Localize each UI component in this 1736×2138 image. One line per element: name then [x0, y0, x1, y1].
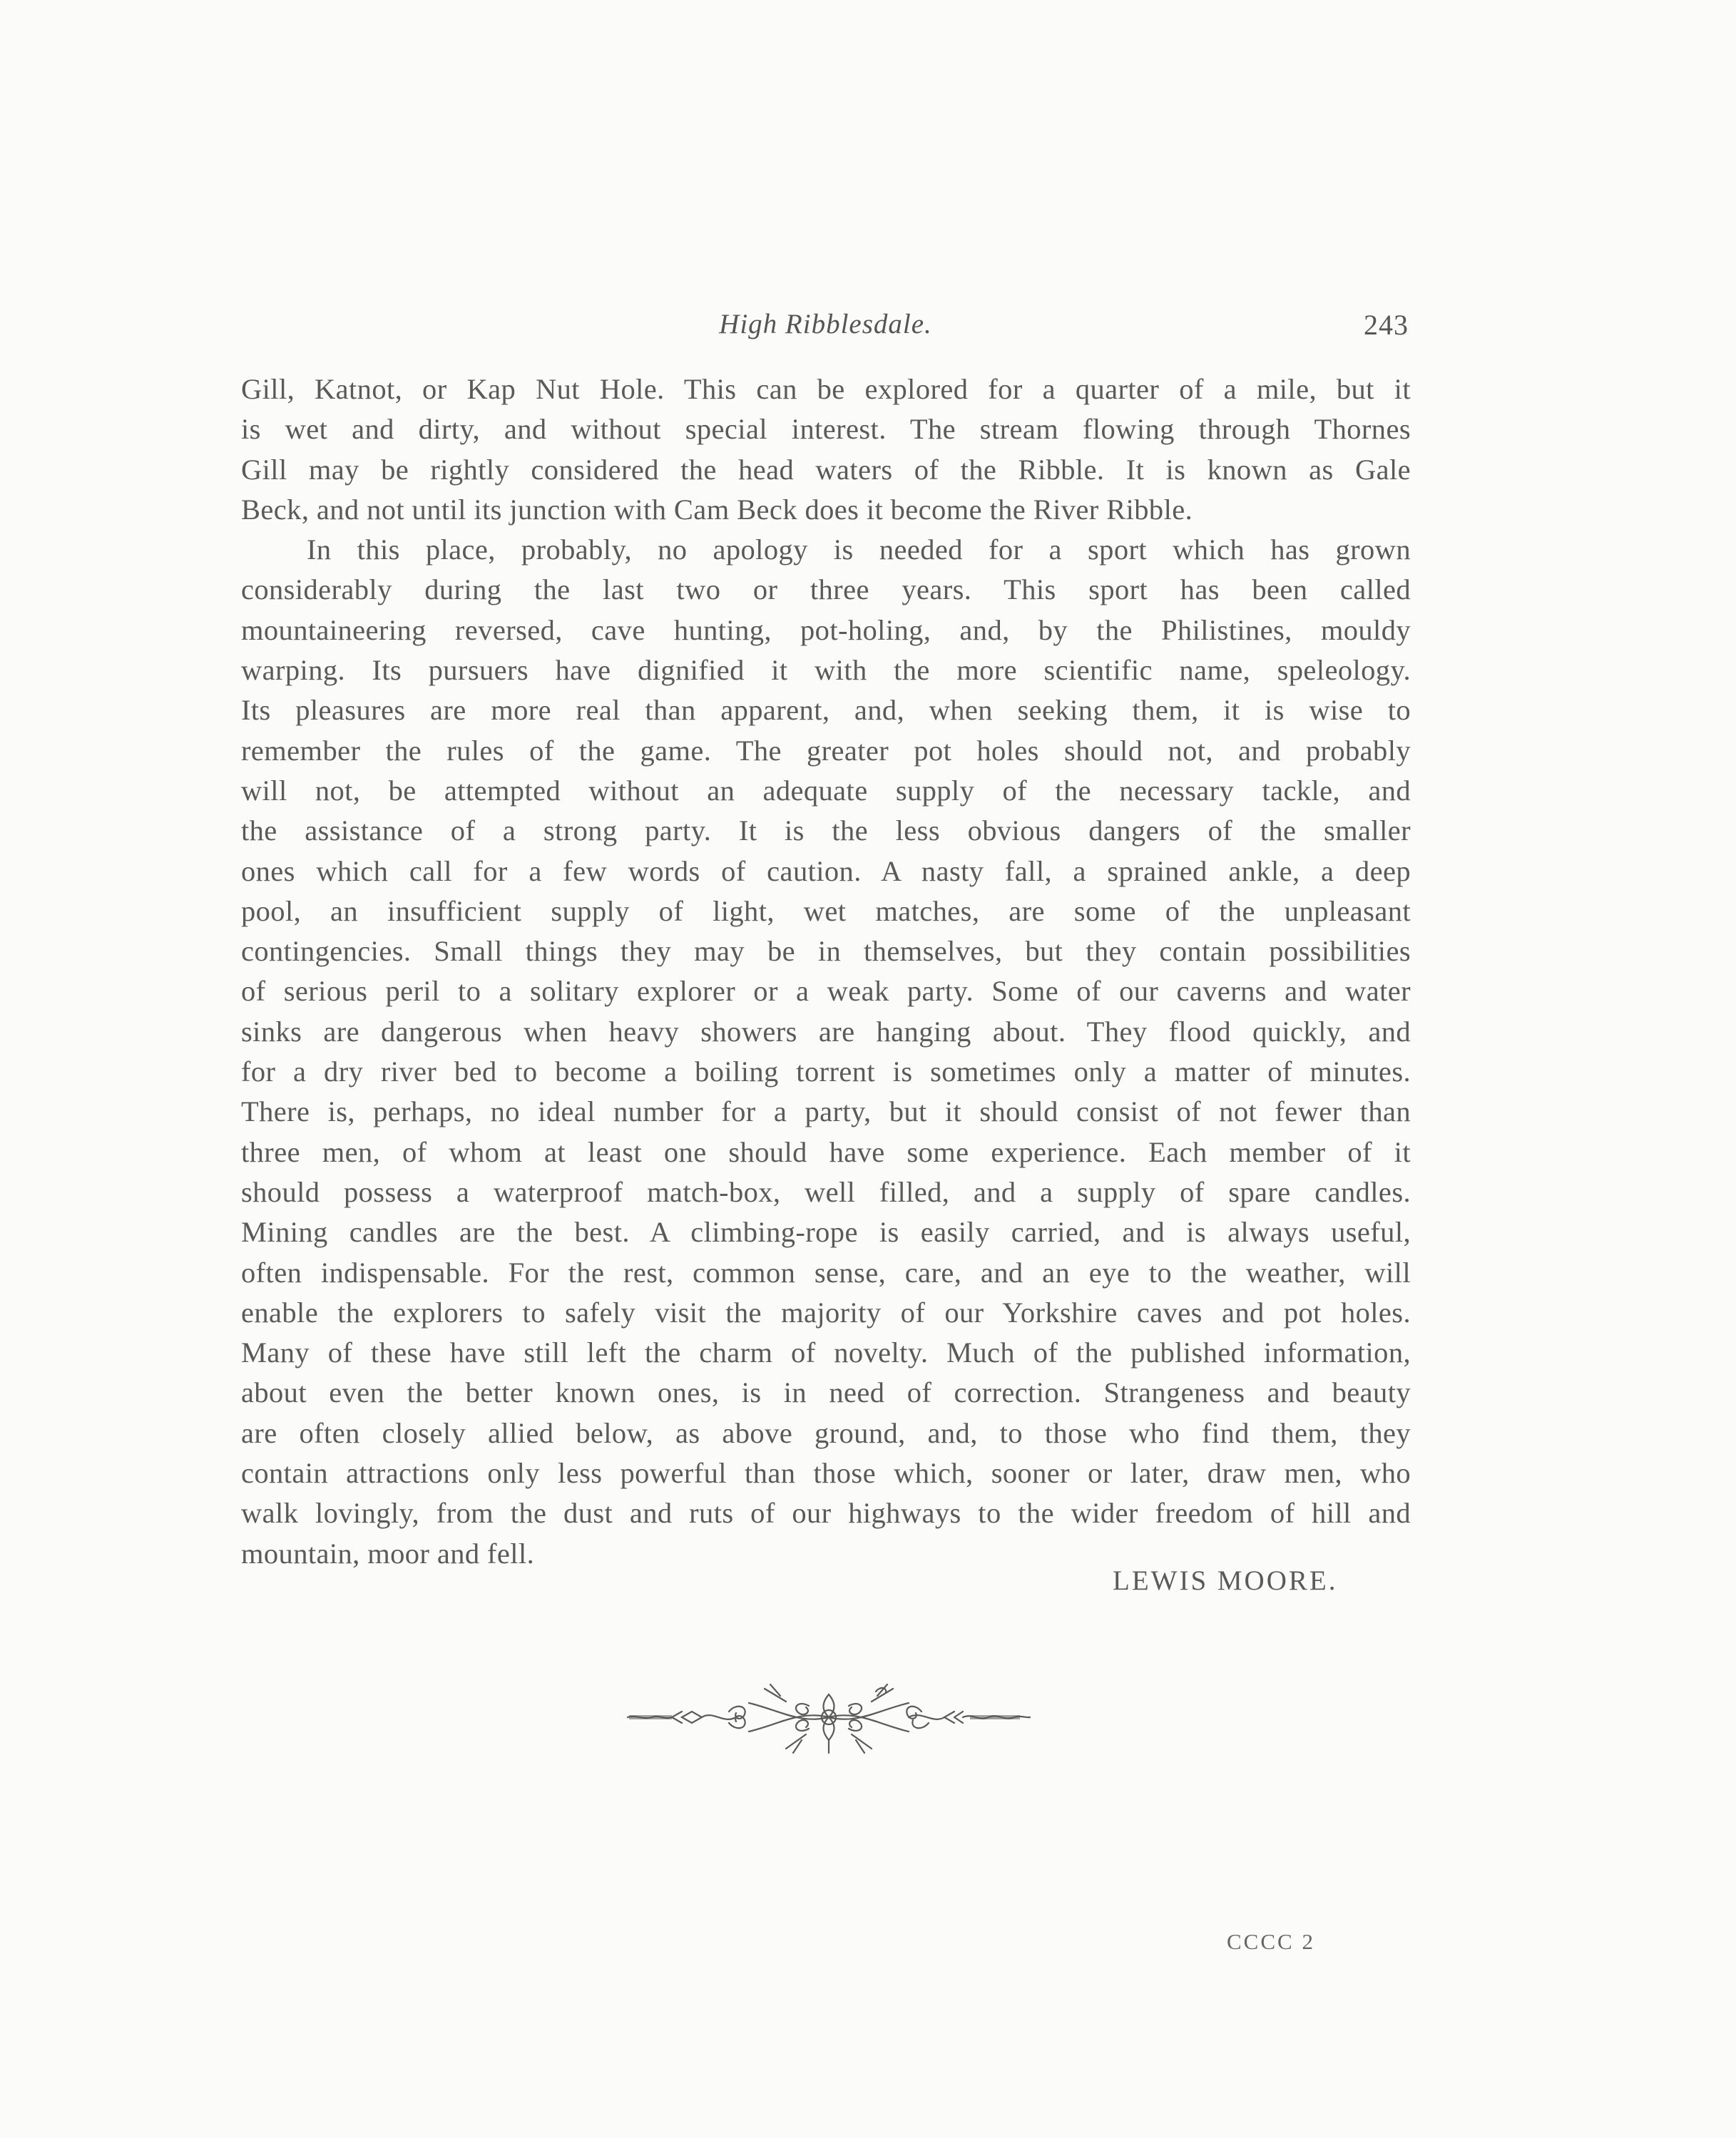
text-line: about even the better known ones, is in need of correction. Strangeness and beauty [241, 1376, 1411, 1409]
text-line: walk lovingly, from the dust and ruts of our highways to the wider freedom of hill and [241, 1497, 1411, 1530]
text-line: Mining candles are the best. A climbing-rope is easily carried, and is always useful, [241, 1216, 1411, 1249]
author-signature: LEWIS MOORE. [1113, 1565, 1338, 1596]
text-line: remember the rules of the game. The greater pot holes should not, and probably [241, 734, 1411, 767]
text-line: mountain, moor and fell. [241, 1537, 535, 1570]
text-line: In this place, probably, no apology is needed for a sport which has grown [307, 533, 1411, 566]
text-line: Gill, Katnot, or Kap Nut Hole. This can be explored for a quarter of a mile, but it [241, 373, 1411, 405]
body-text [241, 369, 1411, 1574]
text-line: of serious peril to a solitary explorer or a weak party. Some of our caverns and water [241, 975, 1411, 1008]
text-line: considerably during the last two or three years. This sport has been called [241, 573, 1411, 606]
text-line: is wet and dirty, and without special interest. The stream flowing through Thornes [241, 413, 1411, 446]
signature-mark: CCCC 2 [1227, 1929, 1315, 1954]
running-title: High Ribblesdale. [719, 309, 932, 339]
text-line: are often closely allied below, as above ground, and, to those who find them, they [241, 1416, 1411, 1449]
text-line: enable the explorers to safely visit the majority of our Yorkshire caves and pot holes. [241, 1296, 1411, 1329]
text-line: will not, be attempted without an adequate supply of the necessary tackle, and [241, 774, 1411, 807]
text-line: three men, of whom at least one should have some experience. Each member of it [241, 1135, 1411, 1168]
page-number: 243 [1364, 309, 1409, 341]
text-line: There is, perhaps, no ideal number for a party, but it should consist of not fewer than [241, 1095, 1411, 1128]
text-line: the assistance of a strong party. It is the less obvious dangers of the smaller [241, 814, 1411, 847]
text-line: contingencies. Small things they may be in themselves, but they contain possibilities [241, 935, 1411, 968]
text-line: Its pleasures are more real than apparent, and, when seeking them, it is wise to [241, 694, 1411, 727]
decorative-flourish-icon [622, 1674, 1036, 1760]
text-line: Many of these have still left the charm of novelty. Much of the published information, [241, 1336, 1411, 1369]
text-line: warping. Its pursuers have dignified it with the more scientific name, speleology. [241, 654, 1411, 687]
running-head [242, 308, 1409, 351]
text-line: often indispensable. For the rest, common sense, care, and an eye to the weather, will [241, 1256, 1411, 1289]
text-line: sinks are dangerous when heavy showers are hanging about. They flood quickly, and [241, 1015, 1411, 1048]
text-line: mountaineering reversed, cave hunting, pot-holing, and, by the Philistines, mouldy [241, 613, 1411, 646]
text-line: should possess a waterproof match-box, well filled, and a supply of spare candles. [241, 1175, 1411, 1208]
text-line: for a dry river bed to become a boiling torrent is sometimes only a matter of minutes. [241, 1055, 1411, 1088]
text-line: ones which call for a few words of caution. A nasty fall, a sprained ankle, a deep [241, 854, 1411, 887]
text-line: pool, an insufficient supply of light, wet matches, are some of the unpleasant [241, 894, 1411, 927]
text-line: Beck, and not until its junction with Cam Beck does it become the River Ribble. [241, 493, 1193, 526]
text-line: Gill may be rightly considered the head waters of the Ribble. It is known as Gale [241, 453, 1411, 486]
text-line: contain attractions only less powerful than those which, sooner or later, draw men, who [241, 1457, 1411, 1490]
